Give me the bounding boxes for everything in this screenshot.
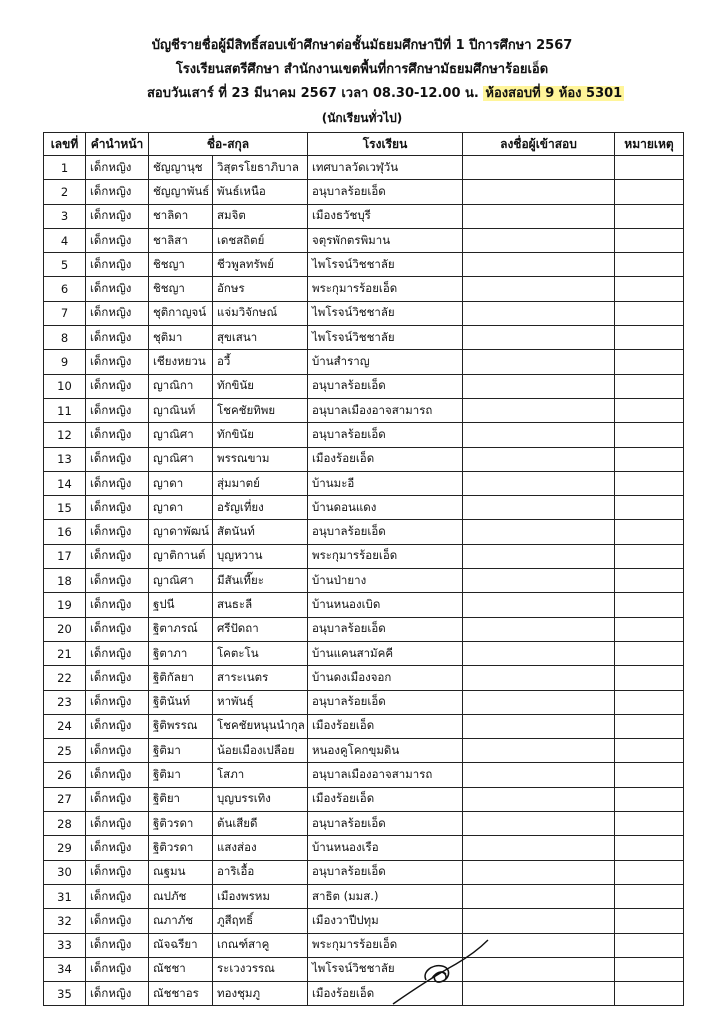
cell-remark [615,641,684,665]
cell-prefix: เด็กหญิง [86,253,149,277]
header-signature: ลงชื่อผู้เข้าสอบ [463,133,615,156]
cell-remark [615,739,684,763]
table-row [44,471,684,495]
cell-no: 20 [44,617,86,641]
cell-signature [463,617,615,641]
cell-signature [463,277,615,301]
cell-signature [463,884,615,908]
cell-no: 27 [44,787,86,811]
header-no: เลขที่ [44,133,86,156]
cell-first-name: ณัชชา [149,957,213,981]
cell-prefix: เด็กหญิง [86,156,149,180]
cell-first-name: ณปภัช [149,884,213,908]
cell-prefix: เด็กหญิง [86,544,149,568]
cell-first-name: ญาณิศา [149,423,213,447]
table-row [44,520,684,544]
cell-no: 9 [44,350,86,374]
handwritten-signature [388,928,498,1008]
cell-school: พระกุมารร้อยเอ็ด [308,277,463,301]
cell-last-name: บุญบรรเทิง [213,787,308,811]
cell-last-name: โชคชัยทิพย [213,398,308,422]
cell-no: 24 [44,714,86,738]
cell-school: อนุบาลร้อยเอ็ด [308,690,463,714]
cell-signature [463,253,615,277]
cell-remark [615,398,684,422]
table-header-row [44,133,684,156]
cell-last-name: พรรณขาม [213,447,308,471]
cell-signature [463,423,615,447]
cell-signature [463,714,615,738]
cell-school: ไพโรจน์วิชชาลัย [308,957,463,981]
cell-signature [463,763,615,787]
table-row [44,593,684,617]
cell-prefix: เด็กหญิง [86,787,149,811]
table-row [44,326,684,350]
cell-no: 33 [44,933,86,957]
cell-remark [615,326,684,350]
cell-prefix: เด็กหญิง [86,447,149,471]
cell-signature [463,180,615,204]
cell-no: 21 [44,641,86,665]
cell-remark [615,593,684,617]
table-row [44,374,684,398]
cell-first-name: ชาลิสา [149,228,213,252]
table-row [44,496,684,520]
roster-body [44,156,684,1006]
cell-signature [463,520,615,544]
cell-remark [615,544,684,568]
document-header [0,34,724,128]
cell-school: อนุบาลร้อยเอ็ด [308,374,463,398]
cell-prefix: เด็กหญิง [86,641,149,665]
cell-signature [463,496,615,520]
table-row [44,253,684,277]
cell-remark [615,812,684,836]
table-row [44,204,684,228]
cell-signature [463,350,615,374]
cell-first-name: ญาณินท์ [149,398,213,422]
cell-last-name: อาริเอื้อ [213,860,308,884]
cell-last-name: บุญหวาน [213,544,308,568]
table-row [44,617,684,641]
cell-first-name: ชิชญา [149,277,213,301]
cell-signature [463,641,615,665]
cell-first-name: ฐิตาภา [149,641,213,665]
cell-signature [463,690,615,714]
cell-prefix: เด็กหญิง [86,277,149,301]
cell-signature [463,787,615,811]
cell-no: 19 [44,593,86,617]
cell-first-name: ฐิติพรรณ [149,714,213,738]
table-row [44,398,684,422]
cell-first-name: ญาดาพัฒน์ [149,520,213,544]
cell-first-name: ญาติกานต์ [149,544,213,568]
cell-last-name: น้อยเมืองเปลือย [213,739,308,763]
cell-school: ไพโรจน์วิชชาลัย [308,326,463,350]
table-row [44,423,684,447]
cell-last-name: อักษร [213,277,308,301]
cell-school: พระกุมารร้อยเอ็ด [308,544,463,568]
document-title: บัญชีรายชื่อผู้มีสิทธิ์สอบเข้าศึกษาต่อชั้นมัธยมศึกษาปีที่ 1 ปีการศึกษา 2567 [151,38,573,53]
cell-last-name: วิสุตรโยธาภิบาล [213,156,308,180]
cell-last-name: สุ่มมาตย์ [213,471,308,495]
cell-remark [615,860,684,884]
table-row [44,180,684,204]
cell-remark [615,836,684,860]
cell-no: 15 [44,496,86,520]
table-row [44,982,684,1006]
cell-last-name: สาระเนตร [213,666,308,690]
cell-prefix: เด็กหญิง [86,666,149,690]
cell-no: 8 [44,326,86,350]
cell-school: จตุรพักตรพิมาน [308,228,463,252]
table-row [44,739,684,763]
cell-prefix: เด็กหญิง [86,398,149,422]
table-row [44,277,684,301]
cell-signature [463,471,615,495]
cell-remark [615,763,684,787]
cell-no: 32 [44,909,86,933]
cell-school: บ้านดอนแดง [308,496,463,520]
cell-prefix: เด็กหญิง [86,180,149,204]
cell-prefix: เด็กหญิง [86,593,149,617]
cell-school: สาธิต (มมส.) [308,884,463,908]
cell-last-name: เกณฑ์สาคู [213,933,308,957]
table-row [44,787,684,811]
cell-remark [615,690,684,714]
table-row [44,301,684,325]
cell-first-name: ณภาภัช [149,909,213,933]
cell-last-name: ศรีปัดถา [213,617,308,641]
table-row [44,812,684,836]
cell-signature [463,569,615,593]
cell-prefix: เด็กหญิง [86,884,149,908]
cell-last-name: แจ่มวิจักษณ์ [213,301,308,325]
cell-prefix: เด็กหญิง [86,228,149,252]
cell-last-name: หาพันธุ์ [213,690,308,714]
cell-first-name: ฐิติยา [149,787,213,811]
cell-first-name: ฐิตาภรณ์ [149,617,213,641]
cell-last-name: สัตนันท์ [213,520,308,544]
cell-remark [615,909,684,933]
cell-prefix: เด็กหญิง [86,301,149,325]
cell-no: 3 [44,204,86,228]
header-remark: หมายเหตุ [615,133,684,156]
table-row [44,860,684,884]
cell-remark [615,423,684,447]
cell-remark [615,982,684,1006]
table-row [44,957,684,981]
table-row [44,836,684,860]
cell-no: 1 [44,156,86,180]
table-row [44,690,684,714]
cell-signature [463,301,615,325]
table-row [44,569,684,593]
cell-prefix: เด็กหญิง [86,374,149,398]
student-roster-table [43,132,684,1006]
cell-last-name: มีสันเที๊ยะ [213,569,308,593]
cell-school: อนุบาลร้อยเอ็ด [308,423,463,447]
cell-school: อนุบาลร้อยเอ็ด [308,180,463,204]
cell-prefix: เด็กหญิง [86,471,149,495]
cell-prefix: เด็กหญิง [86,739,149,763]
cell-remark [615,253,684,277]
cell-no: 26 [44,763,86,787]
cell-remark [615,617,684,641]
cell-last-name: ชีวพูลทรัพย์ [213,253,308,277]
cell-remark [615,520,684,544]
cell-school: อนุบาลเมืองอาจสามารถ [308,398,463,422]
exam-info-line [0,82,724,106]
cell-no: 34 [44,957,86,981]
cell-school: ไพโรจน์วิชชาลัย [308,301,463,325]
cell-no: 4 [44,228,86,252]
cell-no: 29 [44,836,86,860]
cell-no: 5 [44,253,86,277]
cell-first-name: ณัชชาอร [149,982,213,1006]
cell-prefix: เด็กหญิง [86,690,149,714]
cell-prefix: เด็กหญิง [86,933,149,957]
cell-first-name: ญาดา [149,496,213,520]
cell-school: บ้านหนองเบิด [308,593,463,617]
cell-no: 31 [44,884,86,908]
cell-first-name: ฐิติมา [149,763,213,787]
cell-school: บ้านดงเมืองจอก [308,666,463,690]
cell-first-name: ณัจฉรียา [149,933,213,957]
cell-prefix: เด็กหญิง [86,617,149,641]
cell-signature [463,666,615,690]
cell-no: 22 [44,666,86,690]
cell-last-name: สุขเสนา [213,326,308,350]
cell-first-name: ชุติมา [149,326,213,350]
cell-no: 23 [44,690,86,714]
cell-no: 11 [44,398,86,422]
cell-school: บ้านมะอี [308,471,463,495]
cell-no: 30 [44,860,86,884]
cell-remark [615,496,684,520]
cell-signature [463,544,615,568]
cell-signature [463,228,615,252]
cell-school: เมืองธวัชบุรี [308,204,463,228]
cell-prefix: เด็กหญิง [86,204,149,228]
cell-remark [615,350,684,374]
cell-last-name: ทักขินัย [213,374,308,398]
cell-school: อนุบาลร้อยเอ็ด [308,860,463,884]
cell-prefix: เด็กหญิง [86,520,149,544]
exam-room-highlight: ห้องสอบที่ 9 ห้อง 5301 [485,86,623,101]
cell-first-name: ฐิติวรดา [149,836,213,860]
cell-school: อนุบาลร้อยเอ็ด [308,520,463,544]
cell-remark [615,884,684,908]
cell-first-name: ชัญญานุช [149,156,213,180]
cell-prefix: เด็กหญิง [86,326,149,350]
cell-signature [463,812,615,836]
header-prefix: คำนำหน้า [86,133,149,156]
cell-school: เมืองวาปีปทุม [308,909,463,933]
cell-last-name: ทองชุมภู [213,982,308,1006]
cell-no: 17 [44,544,86,568]
cell-no: 25 [44,739,86,763]
cell-remark [615,714,684,738]
table-row [44,714,684,738]
cell-no: 14 [44,471,86,495]
cell-first-name: ฐิติวรดา [149,812,213,836]
cell-last-name: สมจิต [213,204,308,228]
cell-no: 7 [44,301,86,325]
cell-school: บ้านสำราญ [308,350,463,374]
cell-school: เมืองร้อยเอ็ด [308,714,463,738]
table-row [44,156,684,180]
cell-school: เทศบาลวัดเวฬุวัน [308,156,463,180]
cell-first-name: ชาลิดา [149,204,213,228]
cell-last-name: โคตะโน [213,641,308,665]
exam-date: สอบวันเสาร์ ที่ 23 มีนาคม 2567 เวลา 08.30-12.00 น. [147,86,479,101]
cell-school: บ้านแคนสามัคคี [308,641,463,665]
cell-prefix: เด็กหญิง [86,982,149,1006]
cell-no: 12 [44,423,86,447]
cell-last-name: โสภา [213,763,308,787]
cell-first-name: ฐปนี [149,593,213,617]
table-row [44,933,684,957]
table-row [44,666,684,690]
cell-remark [615,957,684,981]
student-category: (นักเรียนทั่วไป) [321,111,403,125]
cell-last-name: เดชสถิตย์ [213,228,308,252]
cell-signature [463,739,615,763]
cell-last-name: โชคชัยหนุนนำกุล [213,714,308,738]
cell-prefix: เด็กหญิง [86,909,149,933]
cell-remark [615,180,684,204]
cell-first-name: ชุติกาญจน์ [149,301,213,325]
table-row [44,641,684,665]
cell-no: 13 [44,447,86,471]
cell-prefix: เด็กหญิง [86,836,149,860]
cell-prefix: เด็กหญิง [86,350,149,374]
cell-no: 10 [44,374,86,398]
cell-last-name: อวี้ [213,350,308,374]
cell-no: 16 [44,520,86,544]
cell-signature [463,326,615,350]
table-row [44,544,684,568]
header-name: ชื่อ-สกุล [149,133,308,156]
cell-first-name: ญาดา [149,471,213,495]
cell-remark [615,471,684,495]
cell-prefix: เด็กหญิง [86,423,149,447]
cell-first-name: ญาณิกา [149,374,213,398]
cell-last-name: อรัญเที่ยง [213,496,308,520]
cell-remark [615,666,684,690]
cell-remark [615,156,684,180]
cell-remark [615,277,684,301]
school-name: โรงเรียนสตรีศึกษา สำนักงานเขตพื้นที่การศึกษามัธยมศึกษาร้อยเอ็ด [175,62,549,77]
cell-first-name: เชียงหยวน [149,350,213,374]
cell-remark [615,301,684,325]
table-row [44,228,684,252]
cell-no: 18 [44,569,86,593]
cell-first-name: ฐิติกัลยา [149,666,213,690]
cell-signature [463,204,615,228]
table-row [44,350,684,374]
cell-last-name: ภูสีฤทธิ์ [213,909,308,933]
table-row [44,447,684,471]
cell-no: 2 [44,180,86,204]
cell-first-name: ชัญญาพันธ์ [149,180,213,204]
cell-school: อนุบาลร้อยเอ็ด [308,617,463,641]
cell-remark [615,933,684,957]
cell-last-name: ทักขินัย [213,423,308,447]
cell-school: อนุบาลเมืองอาจสามารถ [308,763,463,787]
cell-no: 6 [44,277,86,301]
cell-first-name: ณฐมน [149,860,213,884]
cell-prefix: เด็กหญิง [86,860,149,884]
cell-signature [463,374,615,398]
cell-prefix: เด็กหญิง [86,812,149,836]
cell-school: บ้านหนองเรือ [308,836,463,860]
table-row [44,909,684,933]
cell-remark [615,569,684,593]
cell-first-name: ญาณิศา [149,447,213,471]
cell-first-name: ฐิตินันท์ [149,690,213,714]
cell-school: เมืองร้อยเอ็ด [308,982,463,1006]
cell-prefix: เด็กหญิง [86,763,149,787]
cell-school: บ้านป่ายาง [308,569,463,593]
header-school: โรงเรียน [308,133,463,156]
table-row [44,884,684,908]
cell-last-name: พันธ์เหนือ [213,180,308,204]
cell-school: หนองคูโคกขุมดิน [308,739,463,763]
cell-remark [615,204,684,228]
cell-last-name: แสงส่อง [213,836,308,860]
cell-no: 28 [44,812,86,836]
cell-no: 35 [44,982,86,1006]
cell-prefix: เด็กหญิง [86,569,149,593]
cell-last-name: เมืองพรหม [213,884,308,908]
cell-last-name: ระเวงวรรณ [213,957,308,981]
cell-remark [615,787,684,811]
cell-school: อนุบาลร้อยเอ็ด [308,812,463,836]
cell-last-name: สนธะลี [213,593,308,617]
cell-signature [463,836,615,860]
cell-school: ไพโรจน์วิชชาลัย [308,253,463,277]
cell-remark [615,447,684,471]
cell-first-name: ฐิติมา [149,739,213,763]
cell-signature [463,156,615,180]
cell-school: เมืองร้อยเอ็ด [308,447,463,471]
cell-remark [615,228,684,252]
cell-last-name: ต้นเสียดี [213,812,308,836]
cell-prefix: เด็กหญิง [86,496,149,520]
cell-remark [615,374,684,398]
cell-school: พระกุมารร้อยเอ็ด [308,933,463,957]
table-row [44,763,684,787]
cell-signature [463,447,615,471]
cell-signature [463,860,615,884]
cell-first-name: ชิชญา [149,253,213,277]
cell-signature [463,398,615,422]
cell-prefix: เด็กหญิง [86,714,149,738]
cell-prefix: เด็กหญิง [86,957,149,981]
cell-signature [463,593,615,617]
cell-first-name: ญาณิศา [149,569,213,593]
cell-school: เมืองร้อยเอ็ด [308,787,463,811]
